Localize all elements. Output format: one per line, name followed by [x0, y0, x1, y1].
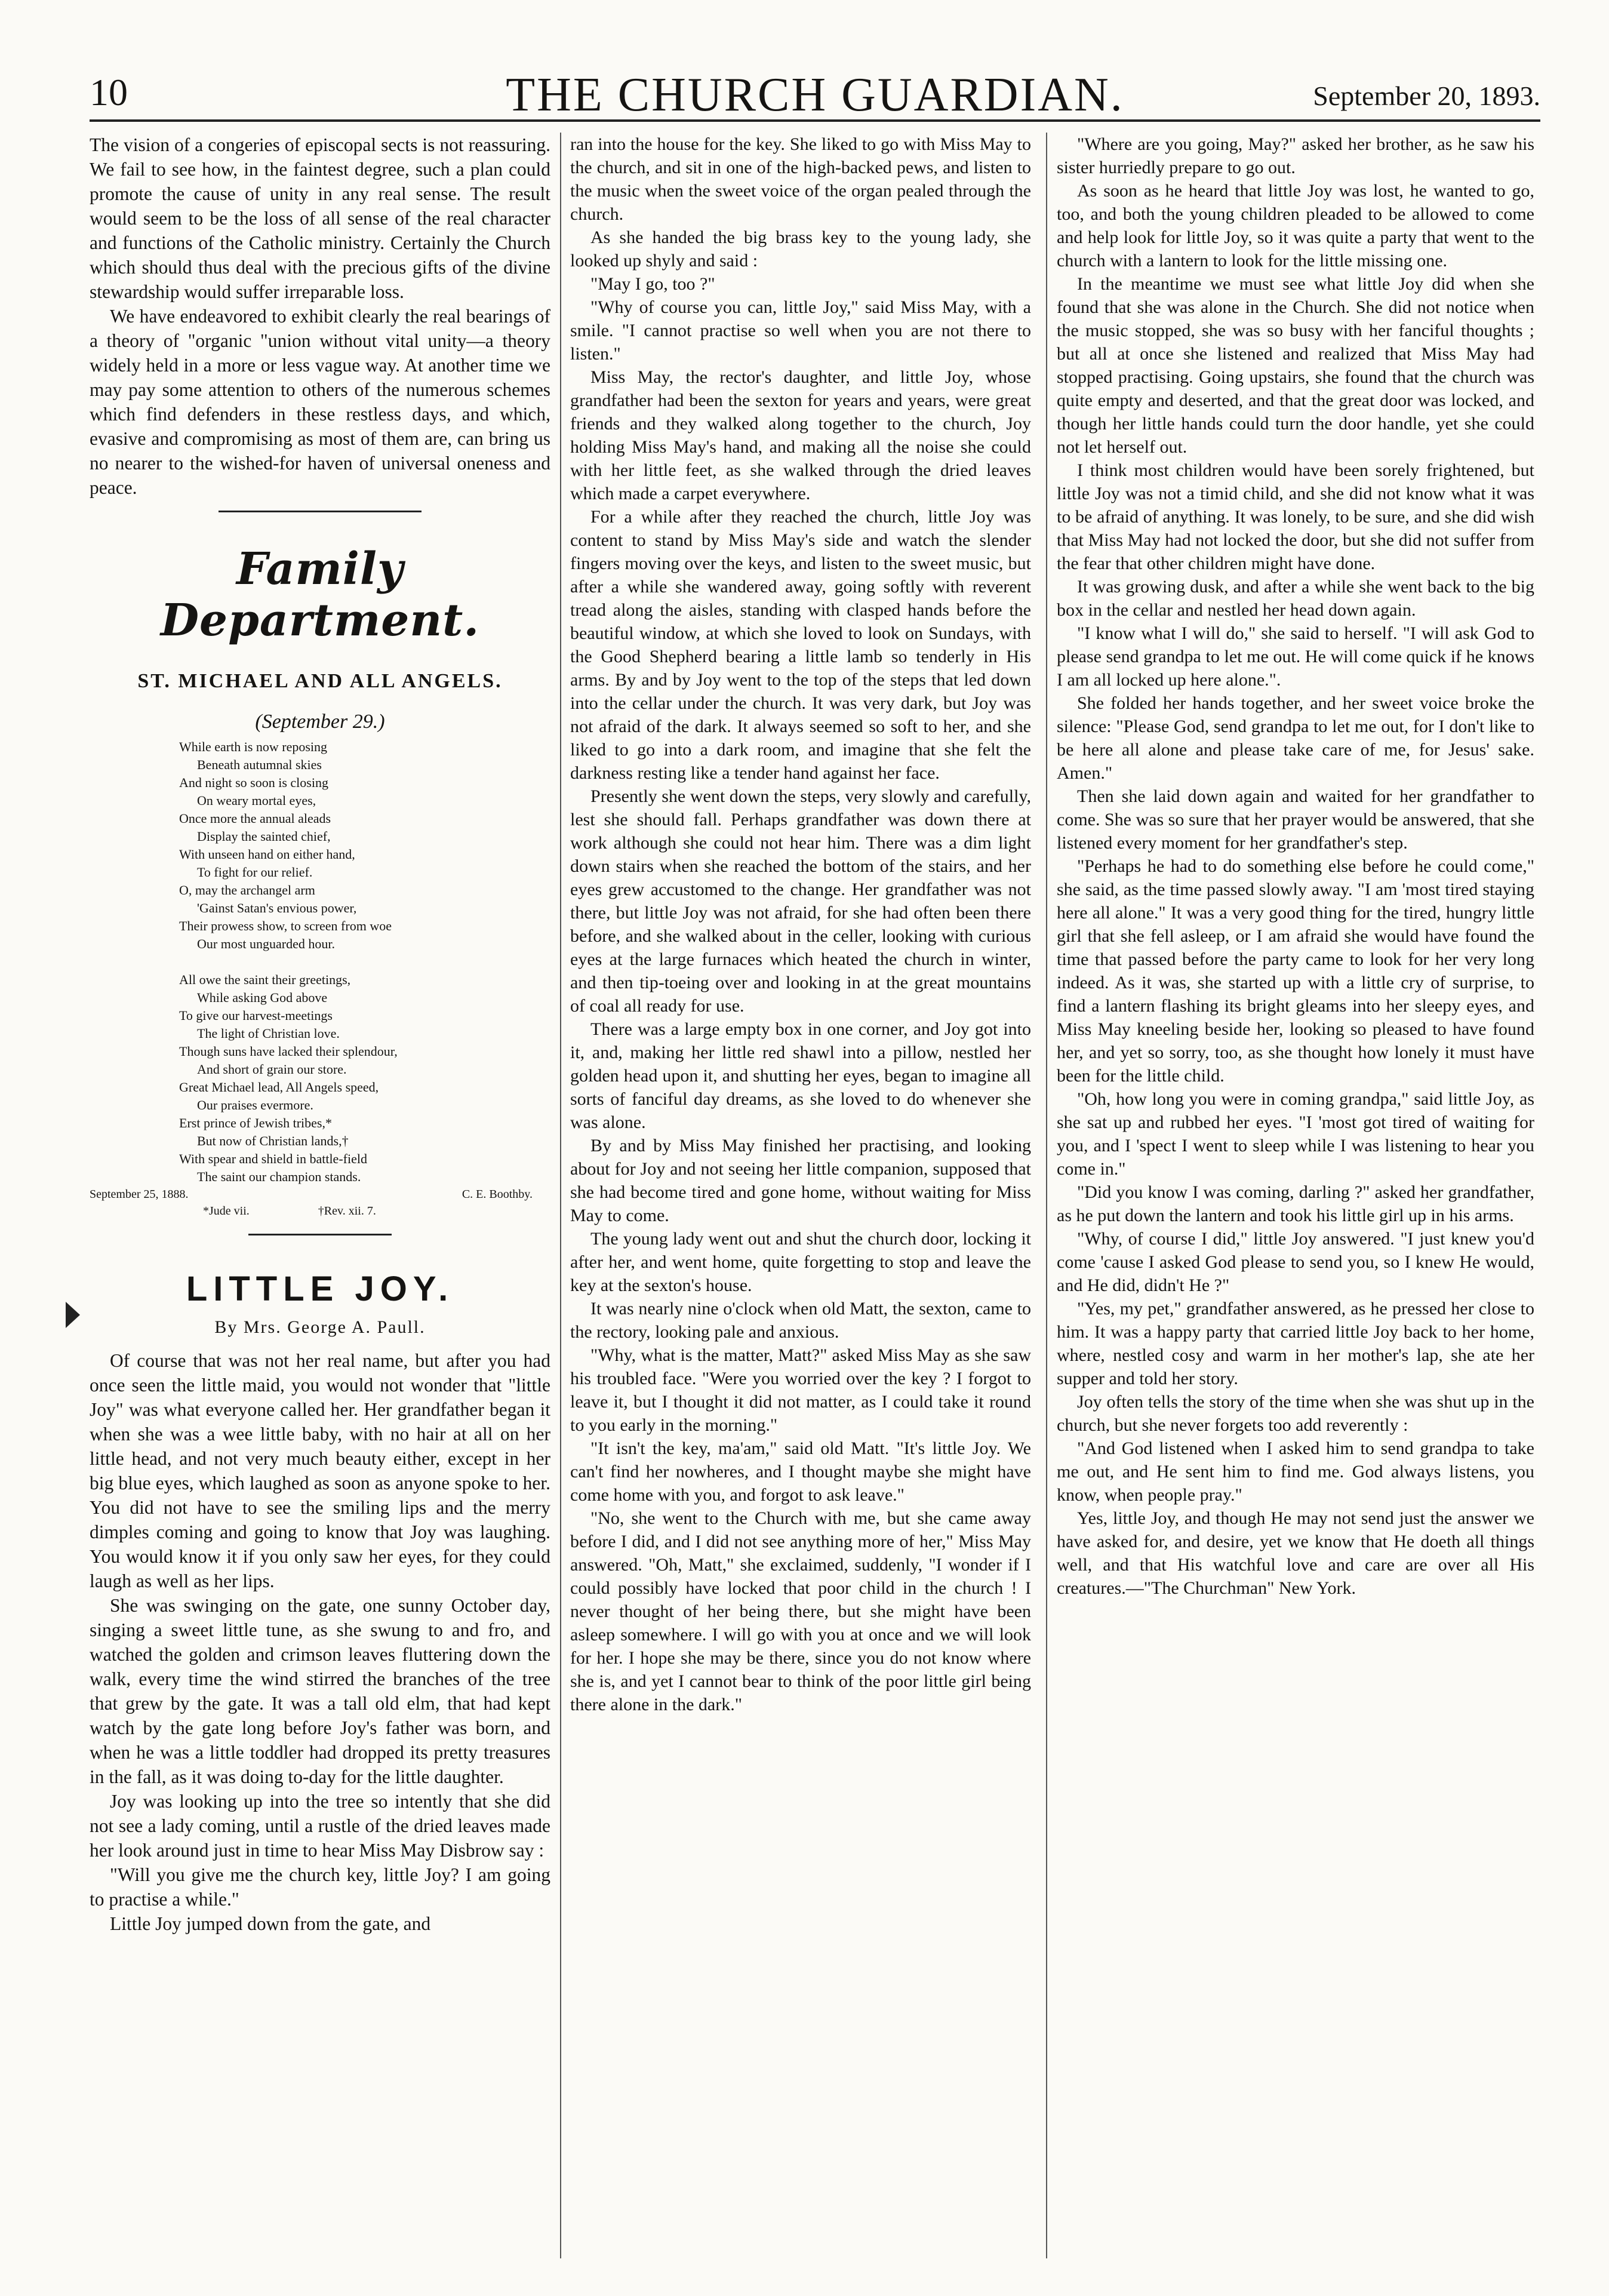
poem-date: (September 29.)	[255, 711, 385, 733]
paragraph: Joy was looking up into the tree so intently that she did not see a lady coming, until a rustle of the dried leaves made her look around just in time to hear Miss May Disbrow say :	[90, 1791, 550, 1861]
page-header	[90, 66, 1540, 137]
poem-line: To fight for our relief.	[197, 865, 313, 880]
paragraph: It was nearly nine o'clock when old Matt, the sexton, came to the rectory, looking pale and anxious.	[570, 1299, 1031, 1342]
poem-line: With unseen hand on either hand,	[179, 847, 355, 862]
poem-line: O, may the archangel arm	[179, 883, 315, 898]
poem-heading: ST. MICHAEL AND ALL ANGELS.	[137, 670, 503, 692]
paragraph: The vision of a congeries of episcopal sects is not reassuring. We fail to see how, in the faintest degree, such a plan could promote the cause of unity in any real sense. The result would seem to be the loss of all sense of the real character and functions of the Catholic ministry. Certainly the Church which should thus deal with the precious gifts of the divine stewardship would suffer irreparable loss.	[90, 134, 550, 302]
paragraph: There was a large empty box in one corner, and Joy got into it, and, making her little red shawl into a pillow, nestled her golden head upon it, and shutting her eyes, began to imagine all sorts of fanciful day dreams, as she loved to do whenever she was alone.	[570, 1019, 1031, 1132]
paragraph: We have endeavored to exhibit clearly the real bearings of a theory of "organic "union without vital unity—a theory widely held in a more or less vague way. At another time we may pay some attention to others of the numerous schemes which find defenders in these restless days, and which, evasive and compromising as most of them are, can bring us no nearer to the wished-for haven of universal oneness and peace.	[90, 306, 550, 498]
poem-line: But now of Christian lands,†	[197, 1133, 349, 1148]
paragraph: "Why of course you can, little Joy," said Miss May, with a smile. "I cannot practise so well when you are not there to listen."	[570, 297, 1031, 364]
paragraph: As she handed the big brass key to the young lady, she looked up shyly and said :	[570, 228, 1031, 271]
poem-line: To give our harvest-meetings	[179, 1008, 333, 1023]
paragraph: She folded her hands together, and her sweet voice broke the silence: "Please God, send grandpa to let me out, for I don't like to be here all alone and please take care of me, for Jesus' sake. Amen."	[1057, 693, 1534, 783]
paragraph: "Will you give me the church key, little Joy? I am going to practise a while."	[90, 1864, 550, 1910]
poem-footnote: *Jude vii.	[203, 1204, 250, 1218]
paragraph: "It isn't the key, ma'am," said old Matt. "It's little Joy. We can't find her nowheres, and I thought maybe she might have come home with you, and forgot to ask leave."	[570, 1439, 1031, 1505]
paragraph: It was growing dusk, and after a while she went back to the big box in the cellar and nestled her head down again.	[1057, 577, 1534, 620]
poem-signature-date: September 25, 1888.	[90, 1188, 189, 1201]
paragraph: For a while after they reached the church, little Joy was content to stand by Miss May's side and watch the slender fingers moving over the keys, and listen to the sweet music, but after a while she wandered away, going softly with reverent tread along the aisles, standing with clasped hands before the beautiful window, at which she loved to look on Sundays, with the Good Shepherd bearing a little lamb so tenderly in His arms. By and by Joy went to the top of the steps that led down into the cellar under the church. It was very dark, but Joy was not afraid of the dark. It always seemed so soft to her, and she liked to go into a dark room, and imagine that she felt the darkness resting like a tender hand against her face.	[570, 507, 1031, 783]
column-1	[90, 133, 550, 2258]
poem-line: The saint our champion stands.	[197, 1169, 361, 1184]
paragraph: Presently she went down the steps, very slowly and carefully, lest she should fall. Perhaps grandfather was down there at work although she could not hear him. There was a dim light down stairs when she reached the bottom of the stairs, and her eyes grew accustomed to the change. Her grandfather was not there, but little Joy was not afraid, for she had often been there before, and she walked about in the celler, looking with curious eyes at the large furnaces which heated the church in winter, and then tip-toeing over and looking in at the great mountains of coal all ready for use.	[570, 786, 1031, 1016]
poem-author: C. E. Boothby.	[462, 1188, 533, 1201]
story-byline: By Mrs. George A. Paull.	[214, 1317, 426, 1337]
paragraph: Of course that was not her real name, but after you had once seen the little maid, you would not wonder that "little Joy" was what everyone called her. Her grandfather began it when she was a wee little baby, with no hair at all on her little head, and not very much beauty either, except in her big blue eyes, which laughed as soon as anyone spoke to her. You did not have to see the smiling lips and the merry dimples coming and going to know that Joy was laughing. You would know it if you only saw her eyes, for they could laugh as well as her lips.	[90, 1350, 550, 1591]
paragraph: Then she laid down again and waited for her grandfather to come. She was so sure that her prayer would be answered, that she listened every moment for her grandfather's step.	[1057, 786, 1534, 853]
paragraph: Joy often tells the story of the time when she was shut up in the church, but she never forgets too add reverently :	[1057, 1392, 1534, 1435]
header-rule	[90, 119, 1540, 122]
paragraph: The young lady went out and shut the church door, locking it after her, and went home, quite forgetting to stop and leave the key at the sexton's house.	[570, 1229, 1031, 1295]
paragraph: "Yes, my pet," grandfather answered, as he pressed her close to him. It was a happy party that carried little Joy back to her home, where, nestled cosy and warm in her mother's lap, she ate her supper and told her story.	[1057, 1299, 1534, 1388]
paragraph: In the meantime we must see what little Joy did when she found that she was alone in the Church. She did not notice when the music stopped, she was so busy with her fanciful thoughts ; but all at once she listened and realized that Miss May had stopped practising. Going upstairs, she found that the church was quite empty and deserted, and that the great door was locked, and though her little hands could turn the door handle, yet she could not let herself out.	[1057, 274, 1534, 457]
poem-signature	[90, 1186, 550, 1203]
section-rule	[248, 1234, 392, 1235]
paragraph: "Oh, how long you were in coming grandpa," said little Joy, as she sat up and rubbed her eyes. "I 'most got tired of waiting for you, and I 'spect I went to sleep while I was listening to hear you come in."	[1057, 1089, 1534, 1179]
poem-footnote: †Rev. xii. 7.	[318, 1204, 376, 1218]
paragraph: I think most children would have been sorely frightened, but little Joy was not a timid child, and she did not know what it was to be afraid of anything. It was lonely, to be sure, and she did wish that Miss May had not locked the door, but she did not suffer from the fear that other children might have done.	[1057, 460, 1534, 573]
paragraph: ran into the house for the key. She liked to go with Miss May to the church, and sit in one of the high-backed pews, and listen to the music when the sweet voice of the organ pealed through the church.	[570, 134, 1031, 224]
poem-line: Once more the annual aleads	[179, 811, 331, 826]
column-3	[1057, 133, 1534, 2258]
poem-line: Though suns have lacked their splendour,	[179, 1044, 398, 1059]
paragraph: Miss May, the rector's daughter, and little Joy, whose grandfather had been the sexton for years and years, were great friends and they walked along together to the church, Joy holding Miss May's hand, and making all the noise she could with her little feet, as she walked through the dried leaves which made a carpet everywhere.	[570, 367, 1031, 503]
paragraph: "Why, of course I did," little Joy answered. "I just knew you'd come 'cause I asked God please to send you, so I knew He would, and He did, didn't He ?"	[1057, 1229, 1534, 1295]
poem-line: With spear and shield in battle-field	[179, 1151, 367, 1166]
poem-line: While asking God above	[197, 990, 328, 1005]
poem-line: Their prowess show, to screen from woe	[179, 918, 392, 933]
column-divider	[1046, 133, 1047, 2258]
paragraph: She was swinging on the gate, one sunny October day, singing a sweet little tune, as she swung to and fro, and watched the golden and crimson leaves fluttering down the walk, every time the wind stirred the branches of the tree that grew by the gate. It was a tall old elm, that had kept watch by the gate long before Joy's father was born, and when he was a little toddler had dropped its pretty treasures in the fall, as it was doing to-day for the little daughter.	[90, 1595, 550, 1787]
paragraph: "Why, what is the matter, Matt?" asked Miss May as she saw his troubled face. "Were you worried over the key ? I forgot to leave it, but I thought it did not matter, as I could take it round to you early in the morning."	[570, 1345, 1031, 1435]
paragraph: "I know what I will do," she said to herself. "I will ask God to please send grandpa to let me out. He will come quick if he knows I am all locked up here alone.".	[1057, 623, 1534, 690]
department-title: Family Department.	[160, 543, 480, 646]
poem-stanza-1	[90, 738, 550, 953]
poem-line: On weary mortal eyes,	[197, 793, 316, 808]
poem-line: Beneath autumnal skies	[197, 757, 322, 772]
paragraph: "No, she went to the Church with me, but she came away before I did, and I did not see anything more of her," Miss May answered. "Oh, Matt," she exclaimed, suddenly, "I wonder if I could possibly have locked that poor child in the church ! I never thought of her being there, but she might have been asleep somewhere. I will go with you at once and we will look for her. I hope she may be there, since you do not know where she is, and yet I cannot bear to think of the poor little girl being there alone in the dark."	[570, 1508, 1031, 1714]
paragraph: Little Joy jumped down from the gate, and	[110, 1913, 431, 1934]
poem-line: While earth is now reposing	[179, 739, 328, 754]
story-title: LITTLE JOY.	[186, 1270, 454, 1308]
page-number: 10	[90, 71, 128, 113]
issue-date: September 20, 1893.	[1313, 81, 1540, 111]
poem-line: And night so soon is closing	[179, 775, 328, 790]
poem-line: Great Michael lead, All Angels speed,	[179, 1080, 379, 1095]
margin-pointer-icon	[66, 1302, 80, 1328]
paragraph: "Did you know I was coming, darling ?" asked her grandfather, as he put down the lantern and took his little girl up in his arms.	[1057, 1182, 1534, 1225]
poem-line: Our praises evermore.	[197, 1098, 313, 1112]
poem-line: Our most unguarded hour.	[197, 936, 335, 951]
poem-line: Erst prince of Jewish tribes,*	[179, 1115, 332, 1130]
poem-footnotes	[90, 1203, 550, 1219]
newspaper-title: THE CHURCH GUARDIAN.	[506, 69, 1124, 121]
poem-line: All owe the saint their greetings,	[179, 972, 351, 987]
paragraph: "Perhaps he had to do something else before he could come," she said, as the time passed slowly away. "I am 'most tired staying here all alone." It was a very good thing for the tired, hungry little girl that she fell asleep, or I am afraid she would have found the time that passed before the party came to look for her very long indeed. As it was, she started up with a little cry of surprise, to find a lantern flashing its bright gleams into her sleepy eyes, and Miss May kneeling beside her, looking so pleased to have found her, and yet so sorry, too, as she thought how lonely it must have been for the little child.	[1057, 856, 1534, 1086]
column-divider	[560, 133, 561, 2258]
poem-line: The light of Christian love.	[197, 1026, 340, 1041]
poem-line: And short of grain our store.	[197, 1062, 347, 1077]
paragraph: As soon as he heard that little Joy was lost, he wanted to go, too, and both the young children pleaded to be allowed to come and help look for little Joy, so it was quite a party that went to the church with a lantern to look for the little missing one.	[1057, 181, 1534, 271]
column-2	[570, 133, 1031, 2258]
section-rule	[219, 511, 422, 512]
poem-line: Display the sainted chief,	[197, 829, 331, 844]
poem-stanza-2	[90, 971, 550, 1186]
paragraph: "And God listened when I asked him to send grandpa to take me out, and He sent him to find me. God always listens, you know, when people pray."	[1057, 1439, 1534, 1505]
paragraph: "Where are you going, May?" asked her brother, as he saw his sister hurriedly prepare to go out.	[1057, 134, 1534, 177]
poem-line: 'Gainst Satan's envious power,	[197, 900, 357, 915]
paragraph: Yes, little Joy, and though He may not send just the answer we have asked for, and desire, yet we know that He doeth all things well, and that His watchful love and care are over all His creatures.—"The Churchman" New York.	[1057, 1508, 1534, 1598]
paragraph: By and by Miss May finished her practising, and looking about for Joy and not seeing her little companion, supposed that she had become tired and gone home, without waiting for Miss May to come.	[570, 1136, 1031, 1225]
paragraph: "May I go, too ?"	[590, 274, 715, 294]
